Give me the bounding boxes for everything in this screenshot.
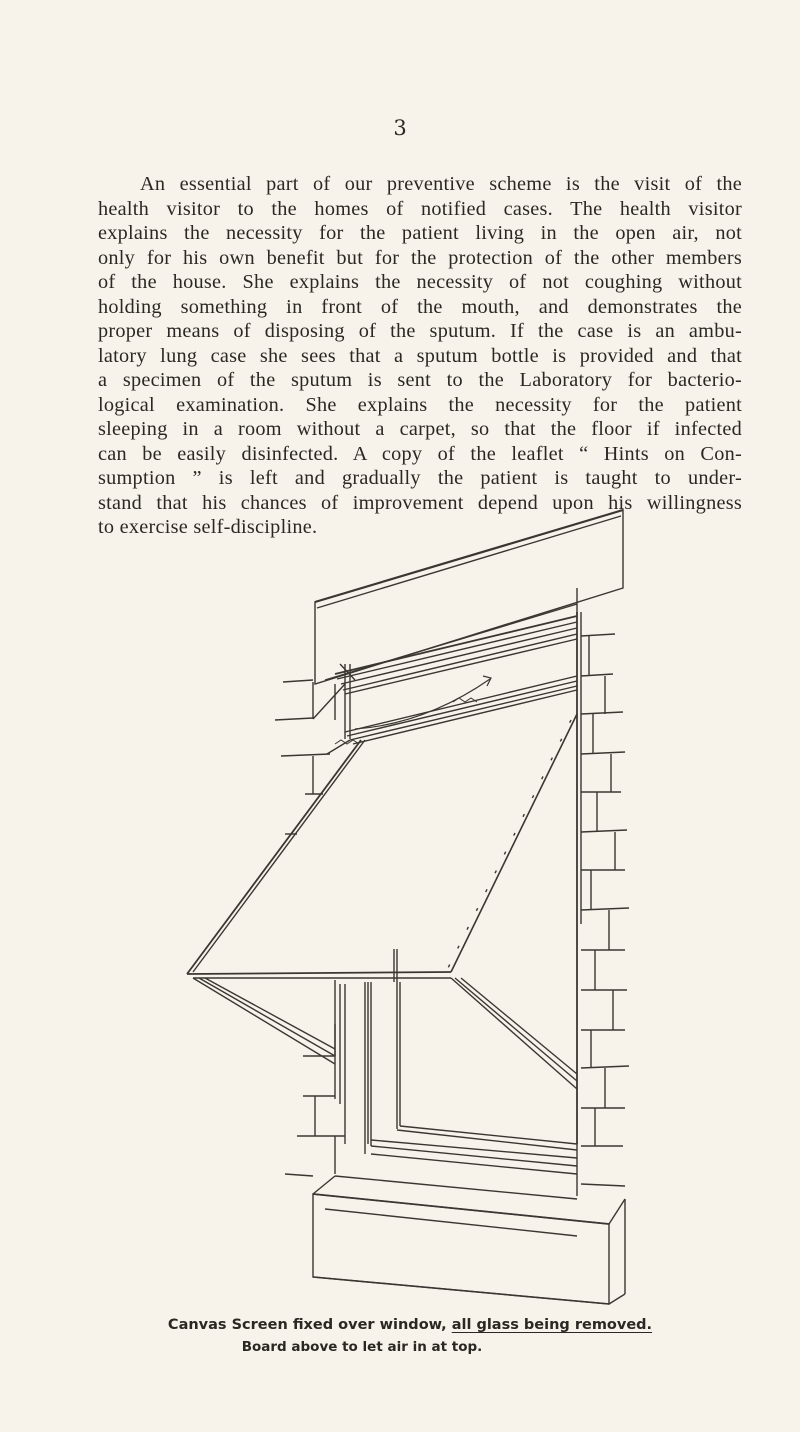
caption-line-1 (20, 1317, 800, 1333)
paragraph-line: logical examination. She explains the necessity for the patient (98, 393, 742, 416)
paragraph-line: health visitor to the homes of notified cases. The health visitor (98, 197, 742, 220)
figure-caption (0, 1317, 800, 1355)
window-canvas-screen-illustration (185, 504, 650, 1316)
window-frame (313, 612, 581, 1144)
brick-lines-left (275, 680, 345, 1176)
brick-lines-right (581, 634, 629, 1186)
canvas-screen (187, 676, 577, 978)
paragraph-line: proper means of disposing of the sputum. If the case is an ambu- (98, 320, 742, 342)
caption-line-1-text: Canvas Screen fixed over window, (167, 1317, 452, 1333)
caption-line-2: Board above to let air in at top. (241, 1339, 483, 1355)
body-paragraph (98, 172, 742, 540)
paragraph-line: a specimen of the sputum is sent to the Laboratory for bacterio- (98, 369, 742, 391)
paragraph-line: explains the necessity for the patient living in the open air, not (98, 222, 742, 244)
paragraph-line: to exercise self-discipline. (98, 516, 318, 538)
paragraph-line: stand that his chances of improvement depend upon his willingness (98, 491, 742, 514)
paragraph-line: can be easily disinfected. A copy of the leaflet “ Hints on Con- (98, 442, 742, 465)
caption-underlined-text: all glass being removed. (451, 1317, 653, 1333)
side-cheeks (193, 978, 577, 1089)
paragraph-line: An essential part of our preventive scheme is the visit of the (140, 173, 742, 195)
page-number: 3 (393, 116, 407, 140)
paragraph-line: sleeping in a room without a carpet, so that the floor if infected (98, 418, 742, 440)
paragraph-line: of the house. She explains the necessity of not coughing without (98, 271, 742, 293)
paragraph-line: holding something in front of the mouth, and demonstrates the (98, 295, 742, 318)
paragraph-line: only for his own benefit but for the protection of the other members (98, 246, 742, 269)
paragraph-line: sumption ” is left and gradually the patient is taught to under- (98, 467, 742, 489)
window-sill (313, 1144, 625, 1304)
illustration-svg (185, 504, 650, 1316)
paragraph-line: latory lung case she sees that a sputum bottle is provided and that (98, 344, 742, 367)
